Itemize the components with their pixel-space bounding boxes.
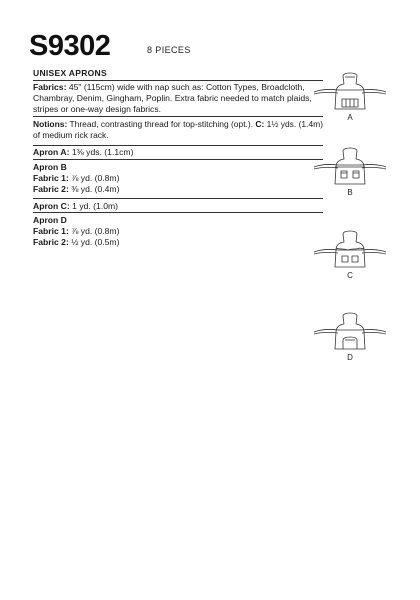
- divider: [33, 212, 323, 213]
- apron-b-section: [33, 162, 323, 194]
- notions-c-label: C:: [255, 119, 265, 129]
- divider: [33, 80, 323, 81]
- pattern-number: S9302: [29, 30, 111, 62]
- notions-line-2: of medium rick rack.: [33, 129, 109, 140]
- apron-d-fabric-2-yardage: ½ yd. (0.5m): [68, 236, 120, 247]
- notions-label: Notions:: [33, 119, 68, 129]
- fabrics-line-3: stripes or one-way design fabrics.: [33, 103, 162, 114]
- divider: [33, 159, 323, 160]
- view-d-label: D: [347, 353, 353, 362]
- apron-d-section: [33, 215, 323, 247]
- apron-d-icon: [310, 310, 390, 352]
- apron-b-fabric-2-label: Fabric 2:: [33, 183, 69, 194]
- notions-c-amount: 1½ yds. (1.4m): [264, 119, 324, 129]
- view-drawings: [310, 70, 390, 370]
- apron-a-label: Apron A:: [33, 147, 70, 157]
- apron-c-yardage: 1 yd. (1.0m): [69, 201, 119, 211]
- fabrics-line-2: Chambray, Denim, Gingham, Poplin. Extra fabric needed to match plaids,: [33, 92, 312, 103]
- view-c-label: C: [347, 271, 353, 280]
- fabrics-label: Fabrics:: [33, 82, 67, 92]
- view-b-label: B: [347, 188, 353, 197]
- apron-a-yardage: 1⅜ yds. (1.1cm): [69, 147, 134, 157]
- pieces-count: 8 PIECES: [147, 45, 191, 55]
- apron-c-icon: [310, 228, 390, 270]
- divider: [33, 198, 323, 199]
- apron-b-icon: [310, 145, 390, 187]
- apron-c-section: [33, 201, 323, 212]
- apron-d-fabric-1-label: Fabric 1:: [33, 225, 69, 236]
- apron-c-label: Apron C:: [33, 201, 70, 211]
- apron-b-fabric-2-yardage: ⅜ yd. (0.4m): [68, 183, 120, 194]
- view-a-label: A: [347, 113, 353, 122]
- view-b: [310, 145, 390, 197]
- divider: [33, 145, 323, 146]
- apron-d-heading: Apron D: [33, 215, 67, 225]
- notions-line-1: Thread, contrasting thread for top-stitching (opt.).: [67, 119, 256, 129]
- apron-b-heading: Apron B: [33, 162, 67, 172]
- apron-a-icon: [310, 70, 390, 112]
- view-a: [310, 70, 390, 122]
- fabrics-line-1: 45" (115cm) wide with nap such as: Cotton Types, Broadcloth,: [68, 82, 305, 92]
- apron-a-section: [33, 147, 323, 158]
- pattern-title: UNISEX APRONS: [33, 68, 107, 78]
- apron-d-fabric-2-label: Fabric 2:: [33, 236, 69, 247]
- view-d: [310, 310, 390, 362]
- apron-d-fabric-1-yardage: ⅞ yd. (0.8m): [68, 225, 120, 236]
- view-c: [310, 228, 390, 280]
- apron-b-fabric-1-label: Fabric 1:: [33, 172, 69, 183]
- notions-section: [33, 119, 324, 141]
- divider: [33, 116, 323, 117]
- apron-b-fabric-1-yardage: ⅞ yd. (0.8m): [68, 172, 120, 183]
- fabrics-section: [33, 82, 323, 114]
